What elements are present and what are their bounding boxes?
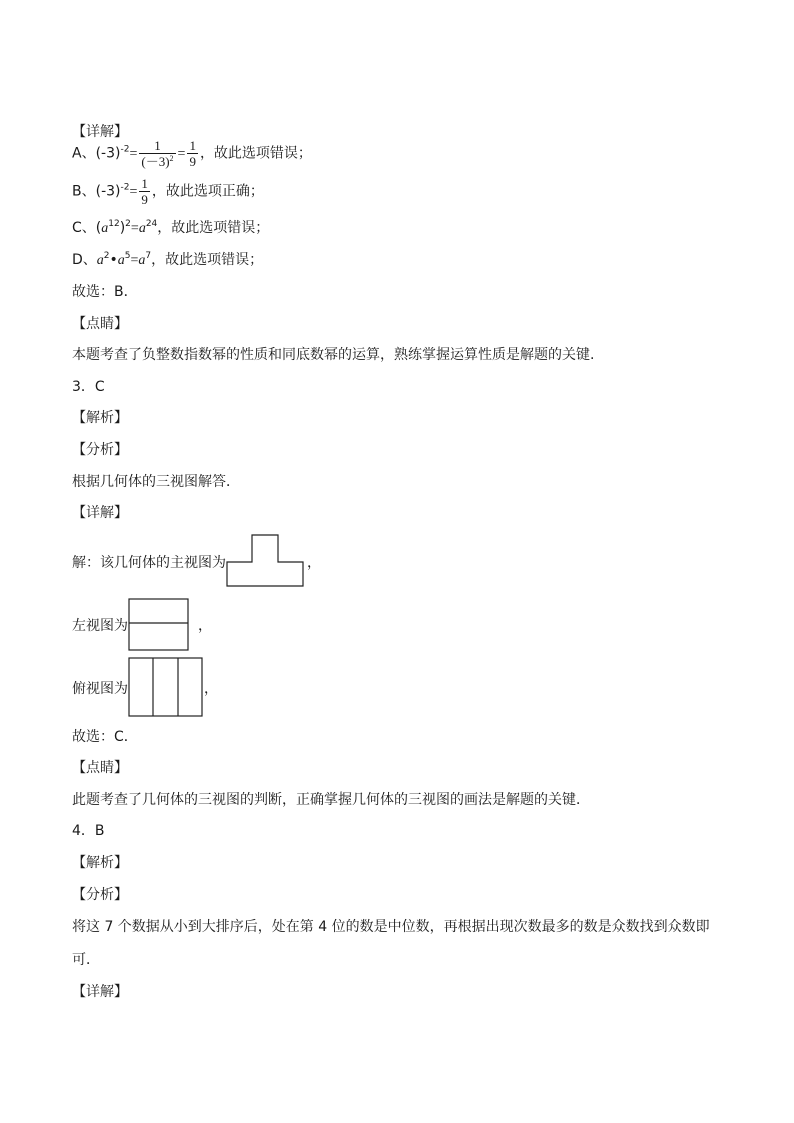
summary-text: 此题考查了几何体的三视图的判断，正确掌握几何体的三视图的画法是解题的关键．	[72, 792, 590, 808]
section-heading-comment: 【点睛】	[72, 760, 128, 776]
left-view-comma: ，	[198, 618, 212, 634]
answer-choice: 故选：B．	[72, 284, 138, 300]
question-number: 4．B	[72, 823, 105, 839]
analysis-text: 将这 7 个数据从小到大排序后，处在第 4 位的数是中位数，再根据出现次数最多的数是众数找到众数即	[72, 919, 710, 935]
option-a-line	[72, 138, 312, 169]
option-a-conclusion: ，故此选项错误；	[199, 145, 312, 162]
analysis-text: 根据几何体的三视图解答．	[72, 474, 240, 490]
top-view-figure	[128, 657, 204, 719]
option-a-lead: A、(-3)	[72, 145, 121, 162]
option-d-conclusion: ，故此选项错误；	[151, 252, 264, 268]
option-c-line: C、$(a^{12})^2=a^{24}$，故此选项错误；	[72, 219, 270, 236]
main-view-figure	[226, 534, 306, 588]
section-heading-explanation: 【解析】	[72, 410, 128, 426]
equals-sign: =	[177, 146, 186, 162]
option-b-exponent: -2	[120, 182, 130, 193]
fraction-one-over-neg3-squared: $\frac{1}{(-3)^2}$	[141, 138, 174, 169]
section-heading-detail: 【详解】	[72, 984, 128, 1000]
section-heading-analysis: 【分析】	[72, 442, 128, 458]
option-b-lead: B、(-3)	[72, 183, 121, 200]
main-view-label: 解：该几何体的主视图为	[72, 555, 226, 571]
main-view-comma: ，	[307, 555, 321, 571]
equals-sign: =	[129, 146, 138, 162]
option-c-conclusion: ，故此选项错误；	[157, 220, 270, 236]
summary-text: 本题考查了负整数指数幂的性质和同底数幂的运算，熟练掌握运算性质是解题的关键.	[72, 347, 595, 363]
left-view-label: 左视图为	[72, 618, 128, 634]
analysis-text-continued: 可．	[72, 952, 100, 968]
section-heading-explanation: 【解析】	[72, 855, 128, 871]
option-d-line: D、$a^2•a^5=a^7$，故此选项错误；	[72, 251, 264, 268]
section-heading-detail: 【详解】	[72, 124, 128, 140]
equals-sign: =	[129, 184, 138, 200]
section-heading-detail: 【详解】	[72, 505, 128, 521]
question-number: 3．C	[72, 379, 105, 395]
option-a-exponent: -2	[120, 144, 130, 155]
answer-choice: 故选：C．	[72, 729, 138, 745]
option-b-line	[72, 176, 264, 207]
left-view-figure	[128, 598, 190, 652]
section-heading-comment: 【点睛】	[72, 316, 128, 332]
section-heading-analysis: 【分析】	[72, 887, 128, 903]
top-view-label: 俯视图为	[72, 681, 128, 697]
fraction-one-ninth: $\frac{1}{9}$	[189, 138, 196, 169]
fraction-one-ninth: $\frac{1}{9}$	[141, 176, 148, 207]
top-view-comma: ，	[204, 681, 218, 697]
option-b-conclusion: ，故此选项正确；	[151, 183, 264, 200]
